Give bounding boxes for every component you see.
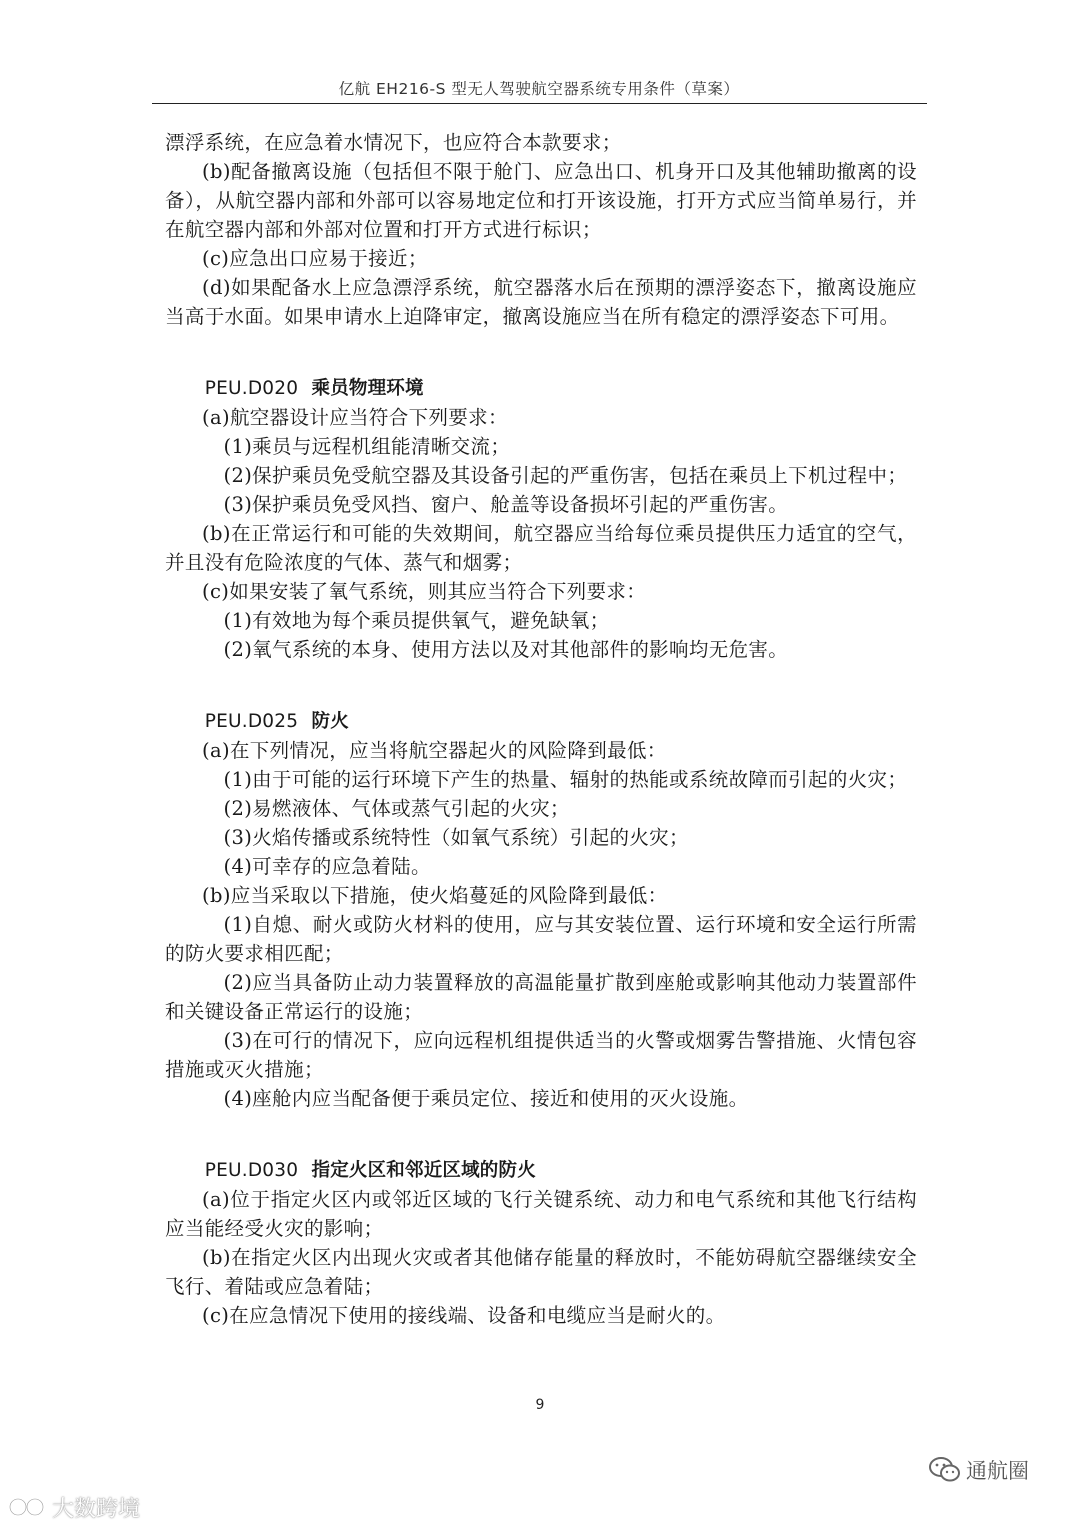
- paragraph: (c)在应急情况下使用的接线端、设备和电缆应当是耐火的。: [202, 1304, 726, 1327]
- page-number: 9: [535, 1397, 545, 1413]
- paragraph: (1)有效地为每个乘员提供氧气，避免缺氧；: [223, 609, 610, 632]
- paragraph: (1)由于可能的运行环境下产生的热量、辐射的热能或系统故障而引起的火灾；: [223, 768, 908, 791]
- watermark-corner: [8, 1493, 140, 1521]
- section-title: 防火: [311, 711, 349, 732]
- watermark-text: 大数跨境: [52, 1496, 141, 1522]
- paragraph: (2)保护乘员免受航空器及其设备引起的严重伤害，包括在乘员上下机过程中；: [223, 464, 908, 487]
- section-code: PEU.D030: [204, 1160, 299, 1181]
- wechat-icon: [928, 1455, 962, 1485]
- paragraph: (4)可幸存的应急着陆。: [223, 855, 431, 878]
- brand-logo-icon: [8, 1496, 48, 1518]
- watermark-wechat: [928, 1453, 1029, 1487]
- paragraph: (a)在下列情况，应当将航空器起火的风险降到最低：: [202, 739, 667, 762]
- paragraph: (1)乘员与远程机组能清晰交流；: [223, 435, 511, 458]
- section-title: 乘员物理环境: [311, 378, 424, 399]
- paragraph: (4)座舱内应当配备便于乘员定位、接近和使用的灭火设施。: [223, 1087, 749, 1110]
- page-header: 亿航 EH216-S 型无人驾驶航空器系统专用条件（草案）: [338, 80, 740, 98]
- paragraph: (c)如果安装了氧气系统，则其应当符合下列要求：: [202, 580, 647, 603]
- section-heading: [165, 1156, 917, 1185]
- section-heading: [165, 707, 917, 736]
- paragraph: (a)航空器设计应当符合下列要求：: [202, 406, 508, 429]
- section-code: PEU.D025: [204, 711, 299, 732]
- paragraph: (d)如果配备水上应急漂浮系统，航空器落水后在预期的漂浮姿态下，撤离设施应当高于水面。如果申请水上迫降审定，撤离设施应当在所有稳定的漂浮姿态下可用。: [165, 276, 917, 328]
- section-code: PEU.D020: [204, 378, 299, 399]
- section-heading: [165, 374, 917, 403]
- paragraph: (1)自熄、耐火或防火材料的使用，应与其安装位置、运行环境和安全运行所需的防火要求相匹配；: [165, 913, 917, 965]
- paragraph: (2)氧气系统的本身、使用方法以及对其他部件的影响均无危害。: [223, 638, 789, 661]
- paragraph: (c)应急出口应易于接近；: [202, 247, 428, 270]
- header-rule: [152, 103, 927, 104]
- section-title: 指定火区和邻近区域的防火: [311, 1160, 536, 1181]
- paragraph: (3)在可行的情况下，应向远程机组提供适当的火警或烟雾告警措施、火情包容措施或灭火措施；: [165, 1029, 917, 1081]
- paragraph: (a)位于指定火区内或邻近区域的飞行关键系统、动力和电气系统和其他飞行结构应当能经受火灾的影响；: [165, 1188, 917, 1240]
- watermark-text: 通航圈: [966, 1459, 1029, 1483]
- paragraph: (b)在正常运行和可能的失效期间，航空器应当给每位乘员提供压力适宜的空气，并且没有危险浓度的气体、蒸气和烟雾；: [165, 522, 917, 574]
- paragraph: (b)配备撤离设施（包括但不限于舱门、应急出口、机身开口及其他辅助撤离的设备），从航空器内部和外部可以容易地定位和打开该设施，打开方式应当简单易行，并在航空器内部和外部对位置和打开方式进行标识；: [165, 160, 917, 241]
- paragraph: (3)火焰传播或系统特性（如氧气系统）引起的火灾；: [223, 826, 689, 849]
- paragraph: (b)在指定火区内出现火灾或者其他储存能量的释放时，不能妨碍航空器继续安全飞行、着陆或应急着陆；: [165, 1246, 917, 1298]
- paragraph: (3)保护乘员免受风挡、窗户、舱盖等设备损坏引起的严重伤害。: [223, 493, 789, 516]
- document-body: [165, 128, 917, 1330]
- paragraph: (2)应当具备防止动力装置释放的高温能量扩散到座舱或影响其他动力装置部件和关键设备正常运行的设施；: [165, 971, 917, 1023]
- paragraph: (b)应当采取以下措施，使火焰蔓延的风险降到最低：: [202, 884, 668, 907]
- paragraph: 漂浮系统，在应急着水情况下，也应符合本款要求；: [165, 131, 622, 154]
- paragraph: (2)易燃液体、气体或蒸气引起的火灾；: [223, 797, 570, 820]
